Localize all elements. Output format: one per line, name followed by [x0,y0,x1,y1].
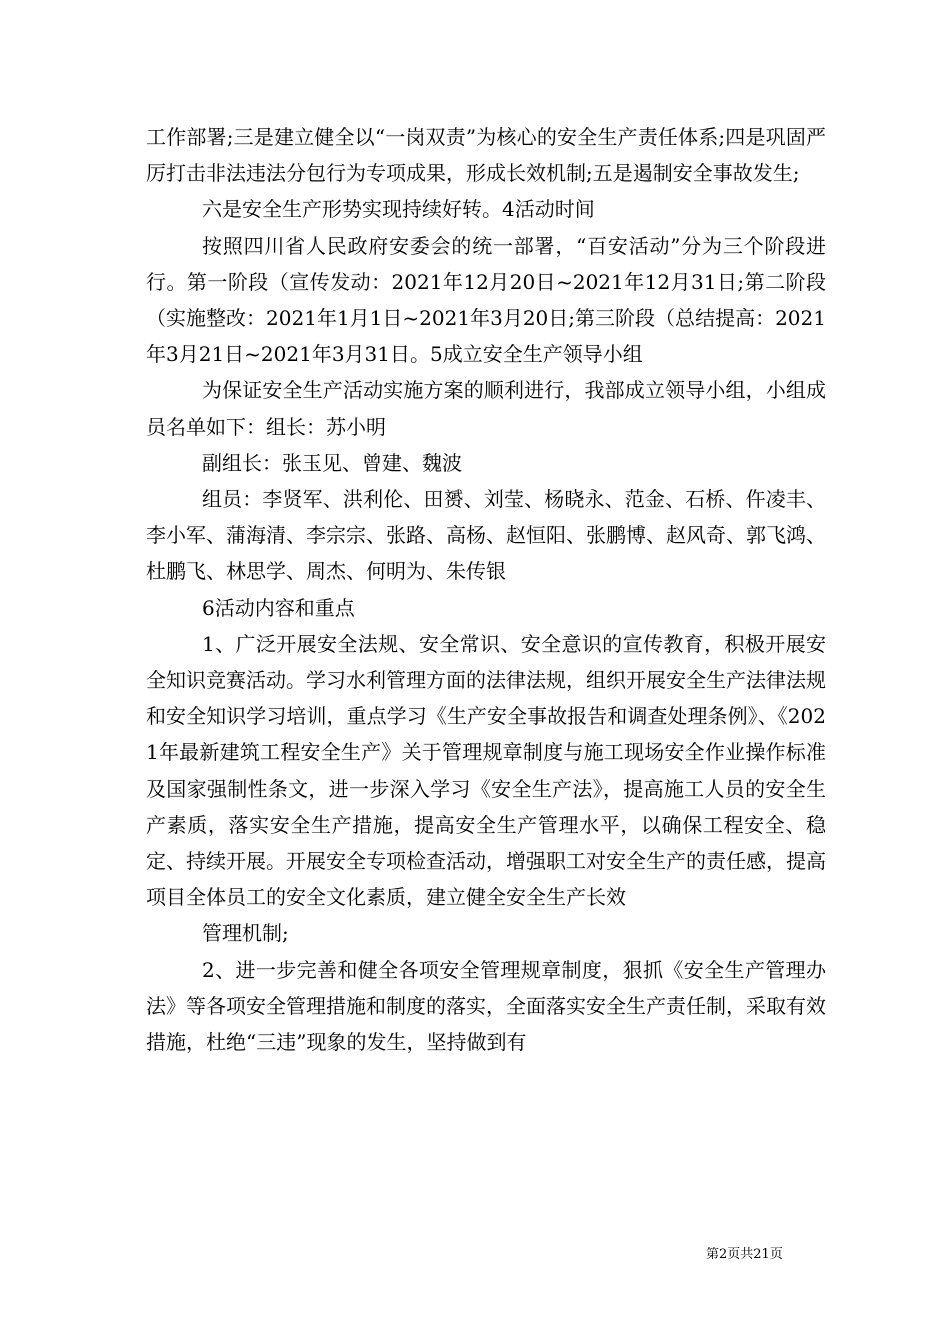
paragraph: 副组长：张玉见、曾建、魏波 [202,450,462,475]
paragraph: 工作部署;三是建立健全以“一岗双责”为核心的安全生产责任体系;四是巩固严厉打击非法违法分包行为专项成果，形成长效机制;五是遏制安全事故发生; [146,125,826,186]
page-number-footer: 第2页共21页 [706,1247,783,1262]
paragraph: 组员：李贤军、洪利伦、田赟、刘莹、杨晓永、范金、石桥、仵凌丰、李小军、蒲海清、李宗宗、张路、高杨、赵恒阳、张鹏博、赵风奇、郭飞鸿、杜鹏飞、林思学、周杰、何明为、朱传银 [146,487,826,584]
paragraph: 管理机制; [202,921,289,946]
paragraph: 2、进一步完善和健全各项安全管理规章制度，狠抓《安全生产管理办法》等各项安全管理措施和制度的落实，全面落实安全生产责任制，采取有效措施，杜绝“三违”现象的发生，坚持做到有 [146,957,826,1055]
paragraph: 为保证安全生产活动实施方案的顺利进行，我部成立领导小组，小组成员名单如下：组长：苏小明 [146,378,826,439]
paragraph: 1、广泛开展安全法规、安全常识、安全意识的宣传教育，积极开展安全知识竞赛活动。学习水利管理方面的法律法规，组织开展安全生产法律法规和安全知识学习培训，重点学习《生产安全事故报告和调查处理条例》、《2021年最新建筑工程安全生产》关于管理规章制度与施工现场安全作业操作标准及国家强制性条文，进一步深入学习《安全生产法》，提高施工人员的安全生产素质，落实安全生产措施，提高安全生产管理水平，以确保工程安全、稳定、持续开展。开展安全专项检查活动，增强职工对安全生产的责任感，提高项目全体员工的安全文化素质，建立健全安全生产长效 [146,631,826,910]
paragraph: 按照四川省人民政府安委会的统一部署，“百安活动”分为三个阶段进行。第一阶段（宣传发动：2021年12月20日~2021年12月31日;第二阶段（实施整改：2021年1月1日~2021年3月20日;第三阶段（总结提高：2021年3月21日~2021年3月31日。5成立安全生产领导小组 [146,233,826,367]
document-body [146,119,826,1060]
paragraph: 六是安全生产形势实现持续好转。4活动时间 [202,197,595,222]
paragraph: 6活动内容和重点 [202,595,355,620]
